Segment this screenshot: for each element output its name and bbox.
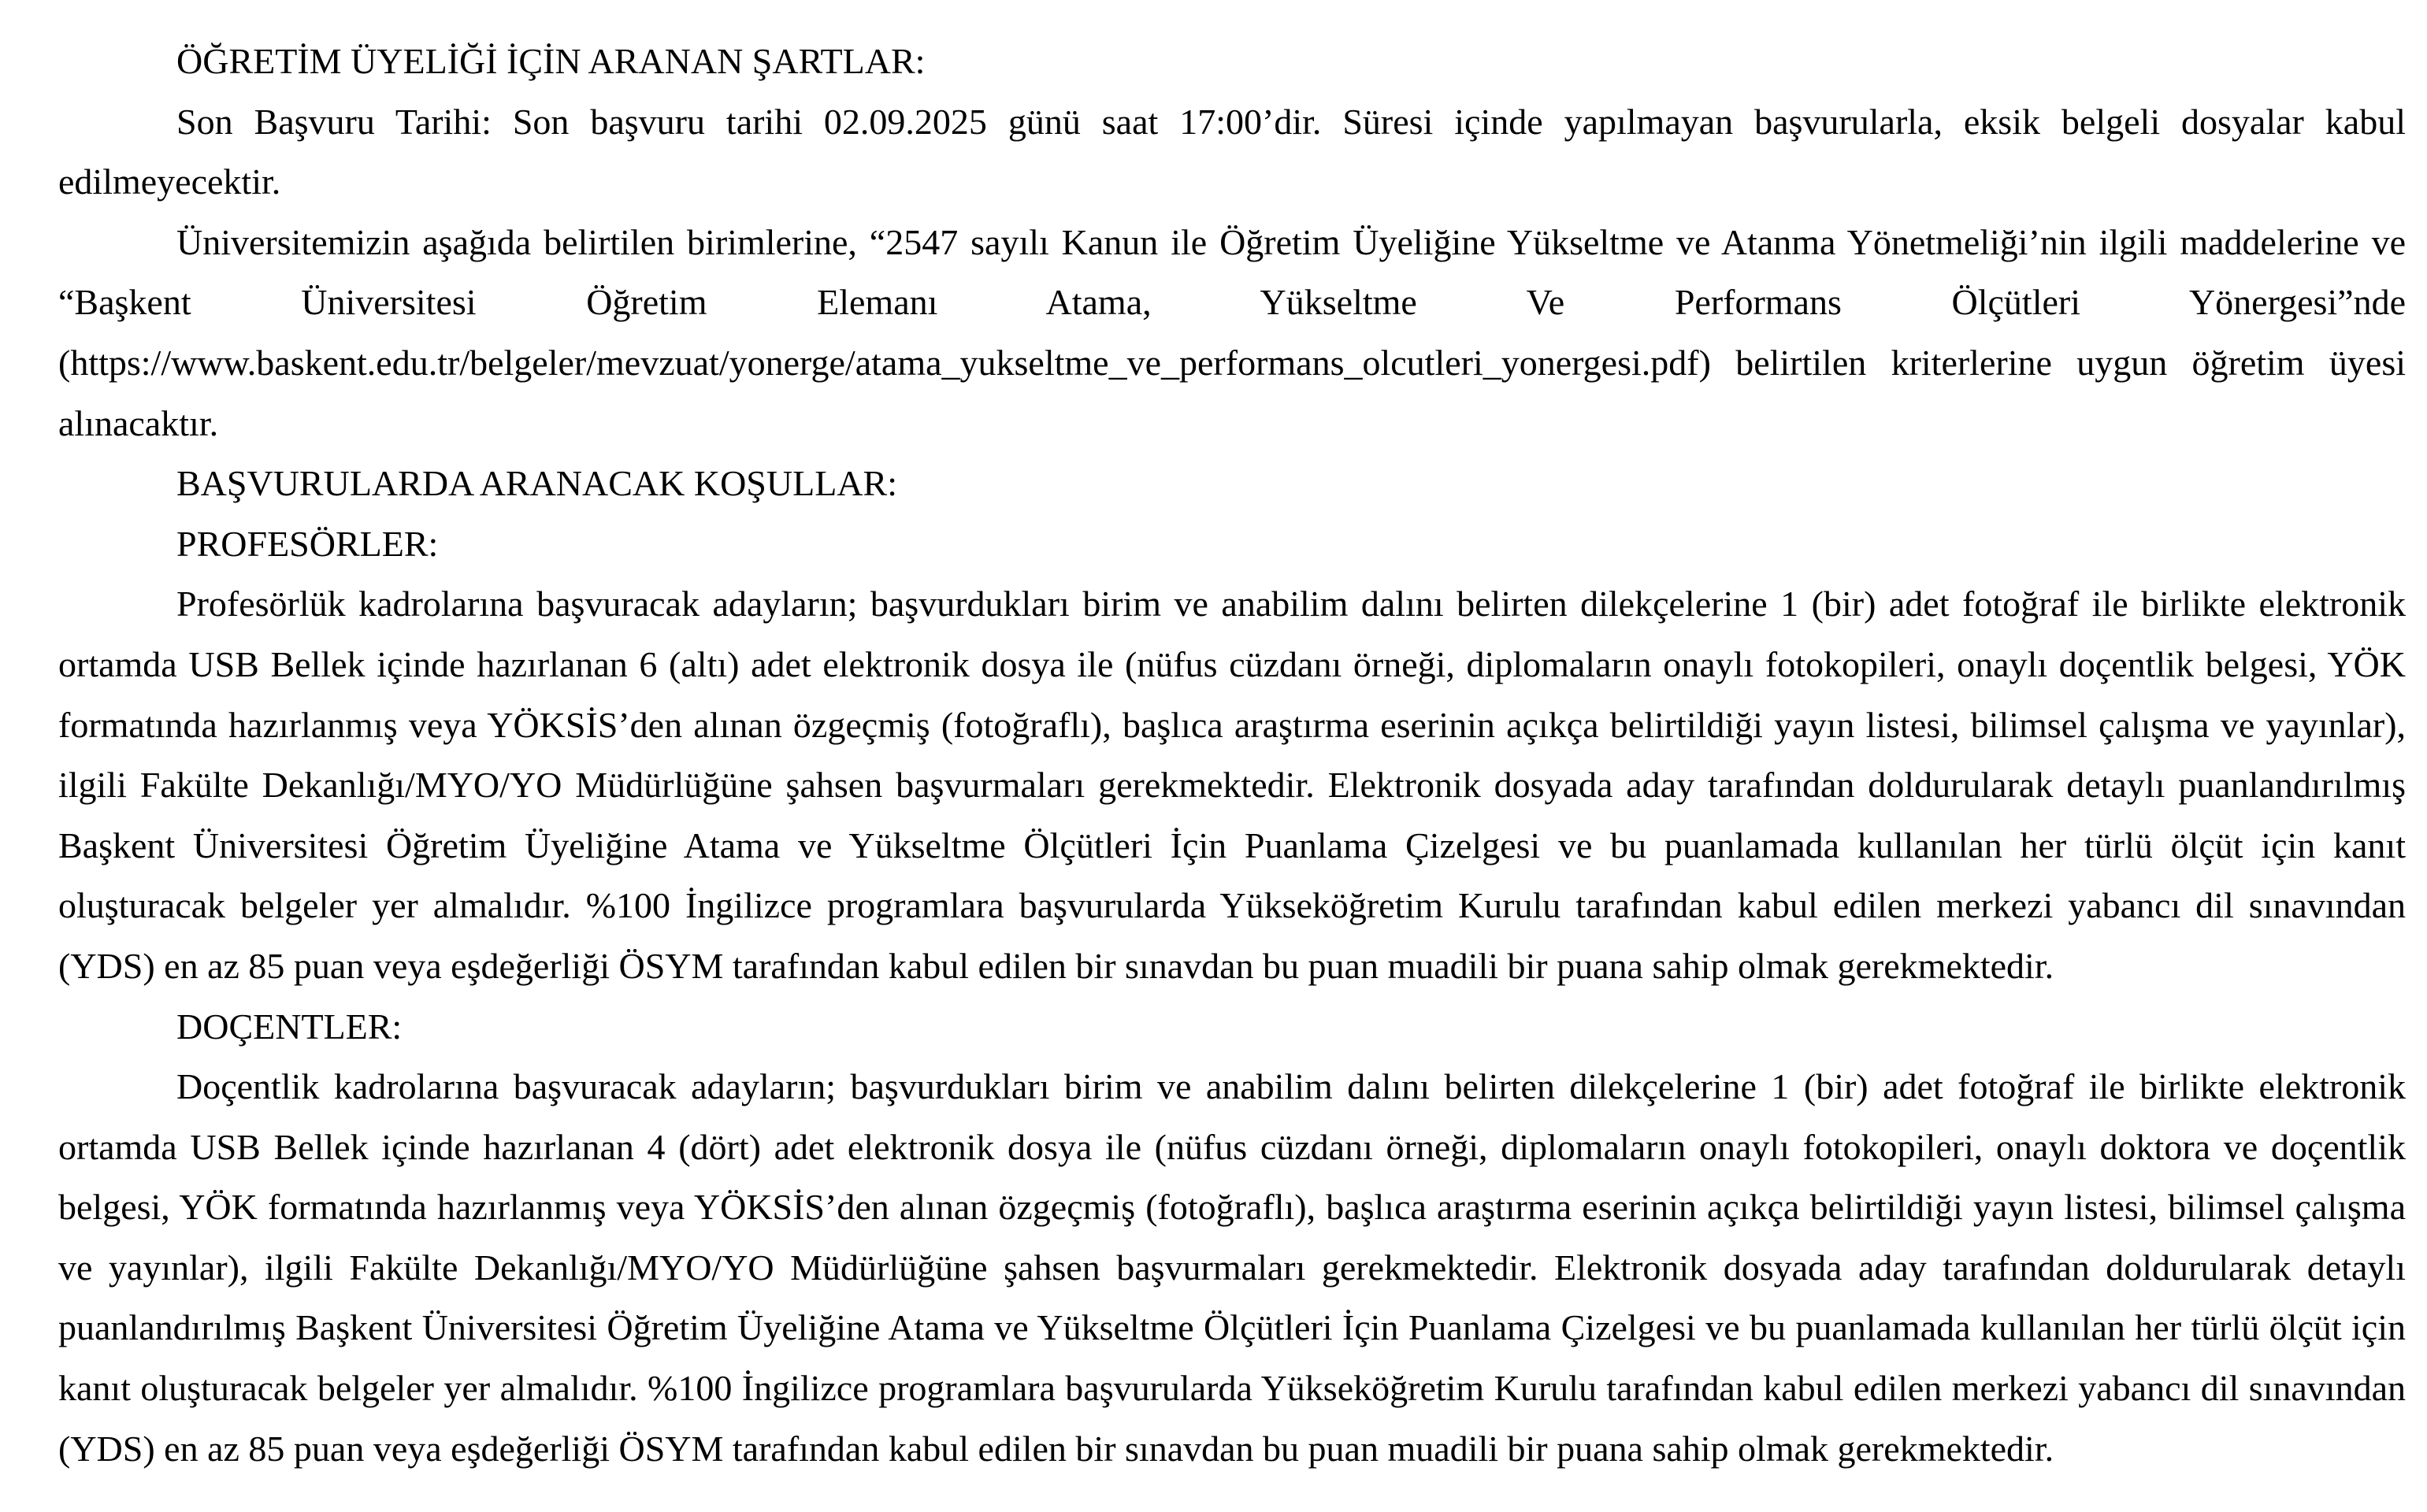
professors-heading: PROFESÖRLER:: [176, 523, 439, 564]
associate-professors-heading: DOÇENTLER:: [176, 1006, 403, 1047]
associate-professors-paragraph: Doçentlik kadrolarına başvuracak adayların; başvurdukları birim ve anabilim dalını belirten dilekçelerine 1 (bir) adet fotoğraf ile birlikte elektronik ortamda USB Bellek içinde hazırlanan 4 (dört) adet elektronik dosya ile (nüfus cüzdanı örneği, diplomaların onaylı fotokopileri, onaylı doktora ve doçentlik belgesi, YÖK formatında hazırlanmış veya YÖKSİS’den alınan özgeçmiş (fotoğraflı), başlıca araştırma eserinin açıkça belirtildiği yayın listesi, bilimsel çalışma ve yayınlar), ilgili Fakülte Dekanlığı/MYO/YO Müdürlüğüne şahsen başvurmaları gerekmektedir. Elektronik dosyada aday tarafından doldurularak detaylı puanlandırılmış Başkent Üniversitesi Öğretim Üyeliğine Atama ve Yükseltme Ölçütleri İçin Puanlama Çizelgesi ve bu puanlamada kullanılan her türlü ölçüt için kanıt oluşturacak belgeler yer almalıdır. %100 İngilizce programlara başvurularda Yükseköğretim Kurulu tarafından kabul edilen merkezi yabancı dil sınavından (YDS) en az 85 puan veya eşdeğerliği ÖSYM tarafından kabul edilen bir sınavdan bu puan muadili bir puana sahip olmak gerekmektedir.: [58, 1066, 2406, 1469]
deadline-paragraph: Son Başvuru Tarihi: Son başvuru tarihi 02.09.2025 günü saat 17:00’dir. Süresi içinde yapılmayan başvurularla, eksik belgeli dosyalar kabul edilmeyecektir.: [58, 101, 2406, 202]
document-page: [58, 32, 2406, 1479]
document-title: ÖĞRETİM ÜYELİĞİ İÇİN ARANAN ŞARTLAR:: [176, 41, 926, 81]
conditions-heading: BAŞVURULARDA ARANACAK KOŞULLAR:: [176, 463, 897, 504]
professors-paragraph: Profesörlük kadrolarına başvuracak adayların; başvurdukları birim ve anabilim dalını belirten dilekçelerine 1 (bir) adet fotoğraf ile birlikte elektronik ortamda USB Bellek içinde hazırlanan 6 (altı) adet elektronik dosya ile (nüfus cüzdanı örneği, diplomaların onaylı fotokopileri, onaylı doçentlik belgesi, YÖK formatında hazırlanmış veya YÖKSİS’den alınan özgeçmiş (fotoğraflı), başlıca araştırma eserinin açıkça belirtildiği yayın listesi, bilimsel çalışma ve yayınlar), ilgili Fakülte Dekanlığı/MYO/YO Müdürlüğüne şahsen başvurmaları gerekmektedir. Elektronik dosyada aday tarafından doldurularak detaylı puanlandırılmış Başkent Üniversitesi Öğretim Üyeliğine Atama ve Yükseltme Ölçütleri İçin Puanlama Çizelgesi ve bu puanlamada kullanılan her türlü ölçüt için kanıt oluşturacak belgeler yer almalıdır. %100 İngilizce programlara başvurularda Yükseköğretim Kurulu tarafından kabul edilen merkezi yabancı dil sınavından (YDS) en az 85 puan veya eşdeğerliği ÖSYM tarafından kabul edilen bir sınavdan bu puan muadili bir puana sahip olmak gerekmektedir.: [58, 584, 2406, 986]
intro-paragraph: Üniversitemizin aşağıda belirtilen birimlerine, “2547 sayılı Kanun ile Öğretim Üyeliğine Yükseltme ve Atanma Yönetmeliği’nin ilgili maddelerine ve “Başkent Üniversitesi Öğretim Elemanı Atama, Yükseltme Ve Performans Ölçütleri Yönergesi”nde (https://www.baskent.edu.tr/belgeler/mevzuat/yonerge/atama_yukseltme_ve_performans_olcutleri_yonergesi.pdf) belirtilen kriterlerine uygun öğretim üyesi alınacaktır.: [58, 221, 2406, 443]
